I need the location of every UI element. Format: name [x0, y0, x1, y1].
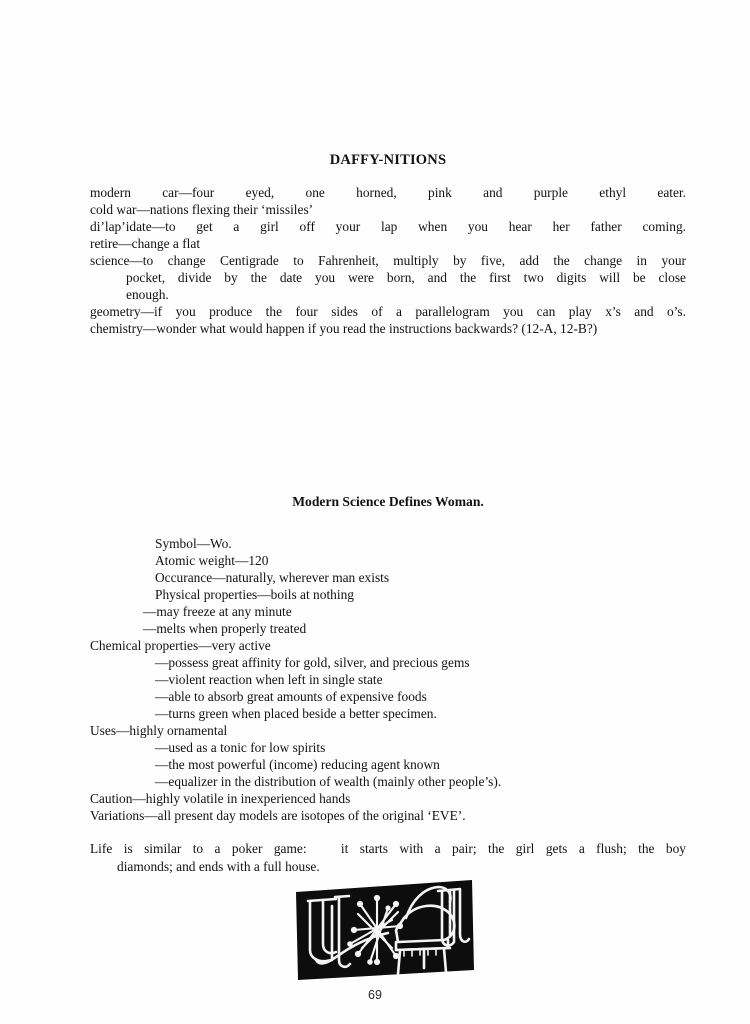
woman-heading: Modern Science Defines Woman.: [292, 494, 484, 509]
daffynition-entry: cold war—nations flexing their ‘missiles’: [90, 202, 314, 217]
poker-joke-line: Life is similar to a poker game: it starts with a pair; the girl gets a flush; the boy: [90, 841, 686, 856]
woman-property-line: Physical properties—boils at nothing: [155, 587, 354, 602]
woman-property-line: Atomic weight—120: [155, 553, 269, 568]
woman-property-line: Occurance—naturally, wherever man exists: [155, 570, 390, 585]
daffynitions-heading: DAFFY-NITIONS: [329, 152, 447, 168]
daffynition-entry: di’lap’idate—to get a girl off your lap when you hear her father coming.: [90, 219, 686, 234]
poker-joke-line: diamonds; and ends with a full house.: [117, 859, 320, 874]
woman-property-line: Caution—highly volatile in inexperienced hands: [90, 791, 351, 806]
woman-property-line: —turns green when placed beside a better specimen.: [155, 706, 437, 721]
woman-property-line: —used as a tonic for low spirits: [155, 740, 326, 755]
woman-property-list: [90, 535, 686, 824]
daffynition-entry: science—to change Centigrade to Fahrenheit, multiply by five, add the change in your: [90, 253, 686, 268]
woman-property-line: —melts when properly treated: [143, 621, 307, 636]
chemistry-lab-piano-illustration: [292, 878, 478, 982]
woman-property-line: Variations—all present day models are isotopes of the original ‘EVE’.: [90, 808, 466, 823]
woman-property-line: —able to absorb great amounts of expensive foods: [155, 689, 427, 704]
woman-property-line: Uses—highly ornamental: [90, 723, 228, 738]
woman-property-line: —possess great affinity for gold, silver, and precious gems: [155, 655, 470, 670]
daffynition-entry: modern car—four eyed, one horned, pink and purple ethyl eater.: [90, 185, 686, 200]
woman-property-line: —may freeze at any minute: [143, 604, 292, 619]
poker-joke-section: [90, 840, 686, 876]
woman-property-line: Symbol—Wo.: [155, 536, 232, 551]
daffynition-entry: pocket, divide by the date you were born, and the first two digits will be close: [126, 270, 686, 285]
daffynitions-section: [90, 152, 686, 337]
daffynitions-list: [90, 184, 686, 337]
woman-property-line: —equalizer in the distribution of wealth (mainly other people’s).: [155, 774, 502, 789]
woman-property-line: —violent reaction when left in single state: [155, 672, 383, 687]
woman-property-line: —the most powerful (income) reducing agent known: [155, 757, 440, 772]
page-number: 69: [368, 988, 382, 1002]
daffynition-entry: geometry—if you produce the four sides of a parallelogram you can play x’s and o’s.: [90, 304, 686, 319]
daffynition-entry: enough.: [126, 287, 169, 302]
woman-property-line: Chemical properties—very active: [90, 638, 271, 653]
daffynition-entry: chemistry—wonder what would happen if you read the instructions backwards? (12-A, 12-B?): [90, 321, 598, 336]
modern-science-defines-woman-section: [90, 494, 686, 824]
daffynition-entry: retire—change a flat: [90, 236, 201, 251]
poker-joke-lines: [90, 840, 686, 876]
